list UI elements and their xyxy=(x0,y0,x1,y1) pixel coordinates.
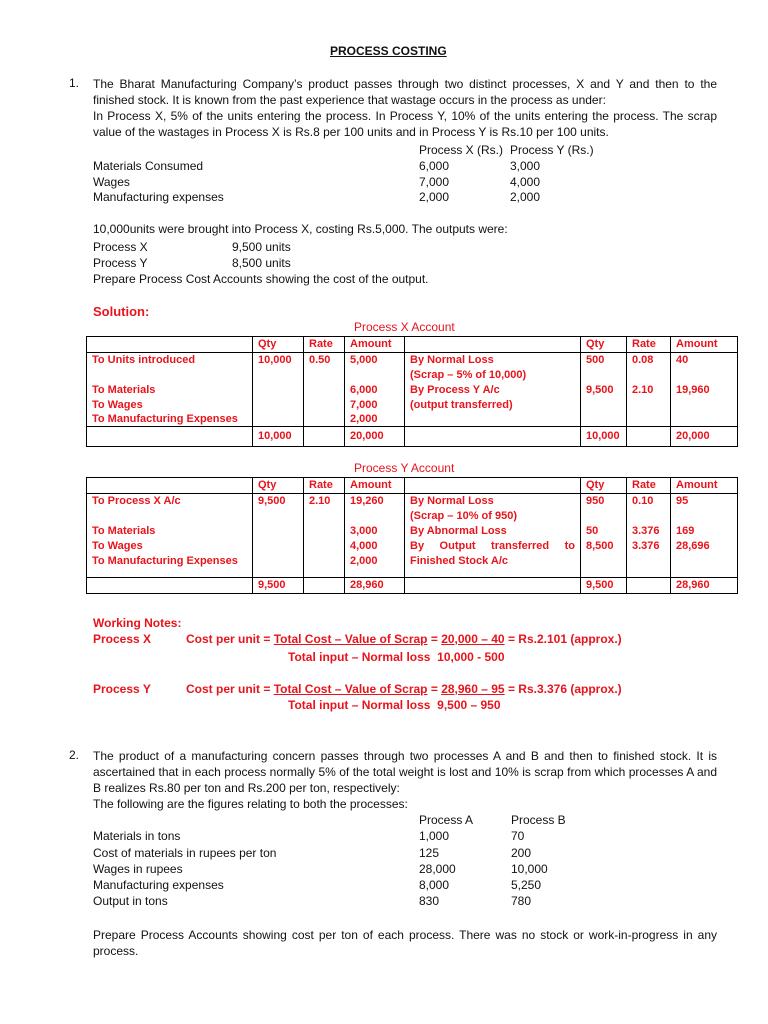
working-label-x: Process X xyxy=(93,632,152,646)
data-label: Materials in tons xyxy=(93,829,181,843)
data-label: Manufacturing expenses xyxy=(93,878,224,892)
header-qty: Qty xyxy=(581,478,627,494)
question-text: 10,000units were brought into Process X, costing Rs.5,000. The outputs were: xyxy=(93,222,508,236)
data-value: 125 xyxy=(419,846,440,860)
question-number: 1. xyxy=(69,76,80,90)
data-value: 7,000 xyxy=(419,175,450,189)
header-rate: Rate xyxy=(304,478,345,494)
question-number: 2. xyxy=(69,748,80,762)
working-formula-x: Cost per unit = Total Cost – Value of Scrap = 20,000 – 40 = Rs.2.101 (approx.) xyxy=(186,632,622,646)
question-text: The product of a manufacturing concern passes through two processes A and B and then to finished stock. It is ascertained that in each process normally 5% of the total weight is lost and 10% is scrap from which processes A and B realizes Rs.80 per ton and Rs.200 per ton, respectively: xyxy=(93,749,717,795)
process-x-account xyxy=(86,336,738,447)
working-denominator-x: Total input – Normal loss 10,000 - 500 xyxy=(288,650,505,664)
column-header: Process X (Rs.) xyxy=(419,143,504,157)
question-instruction: Prepare Process Cost Accounts showing the cost of the output. xyxy=(93,272,429,286)
page-title: PROCESS COSTING xyxy=(330,44,447,58)
data-value: 2,000 xyxy=(510,190,541,204)
working-label-y: Process Y xyxy=(93,682,151,696)
column-header: Process A xyxy=(419,813,474,827)
question-text: The following are the figures relating to both the processes: xyxy=(93,797,408,811)
data-value: 2,000 xyxy=(419,190,450,204)
header-rate: Rate xyxy=(627,478,671,494)
table-row: To Process X A/c 9,500 2.10 19,260 By Normal Loss 950 0.10 95 xyxy=(87,494,738,510)
header-amount: Amount xyxy=(671,478,738,494)
header-amount: Amount xyxy=(671,337,738,353)
data-label: Materials Consumed xyxy=(93,159,204,173)
process-y-account xyxy=(86,477,738,594)
data-value: 3,000 xyxy=(510,159,541,173)
data-value: 4,000 xyxy=(510,175,541,189)
data-value: 28,000 xyxy=(419,862,456,876)
table-row: To Materials 6,000 By Process Y A/c 9,500 2.10 19,960 xyxy=(87,383,738,398)
data-value: 830 xyxy=(419,894,440,908)
table-total-row: 9,500 28,960 9,500 28,960 xyxy=(87,578,738,594)
data-label: Output in tons xyxy=(93,894,168,908)
working-denominator-y: Total input – Normal loss 9,500 – 950 xyxy=(288,698,501,712)
data-label: Cost of materials in rupees per ton xyxy=(93,846,277,860)
column-header: Process Y (Rs.) xyxy=(510,143,594,157)
table-row: To Wages 7,000 (output transferred) xyxy=(87,398,738,413)
data-value: 780 xyxy=(511,894,532,908)
working-formula-y: Cost per unit = Total Cost – Value of Scrap = 28,960 – 95 = Rs.3.376 (approx.) xyxy=(186,682,622,696)
header-qty: Qty xyxy=(253,337,304,353)
question-text: In Process X, 5% of the units entering the process. In Process Y, 10% of the units entering the process. The scrap value of the wastages in Process X is Rs.8 per 100 units and in Process Y is Rs.10 per 100 units. xyxy=(93,109,717,139)
data-value: 10,000 xyxy=(511,862,548,876)
question-text: The Bharat Manufacturing Company’s product passes through two distinct processes, X and Y and then to the finished stock. It is known from the past experience that wastage occurs in the process as under: xyxy=(93,77,717,107)
data-value: 8,000 xyxy=(419,878,450,892)
solution-heading: Solution: xyxy=(93,304,150,319)
table-row: To Manufacturing Expenses 2,000 Finished Stock A/c xyxy=(87,554,738,569)
data-value: 9,500 units xyxy=(232,240,291,254)
table-header-row xyxy=(87,337,738,353)
table-header-row xyxy=(87,478,738,494)
data-value: 200 xyxy=(511,846,532,860)
data-label: Process X xyxy=(93,240,148,254)
account-title: Process X Account xyxy=(354,320,455,334)
table-row: To Manufacturing Expenses 2,000 xyxy=(87,413,738,427)
table-row: To Units introduced 10,000 0.50 5,000 By Normal Loss 500 0.08 40 xyxy=(87,353,738,369)
header-qty: Qty xyxy=(253,478,304,494)
data-value: 6,000 xyxy=(419,159,450,173)
header-amount: Amount xyxy=(345,478,405,494)
data-label: Process Y xyxy=(93,256,148,270)
data-value: 8,500 units xyxy=(232,256,291,270)
header-amount: Amount xyxy=(345,337,405,353)
spacer-row xyxy=(87,569,738,578)
account-title: Process Y Account xyxy=(354,461,455,475)
header-rate: Rate xyxy=(627,337,671,353)
table-row: (Scrap – 5% of 10,000) xyxy=(87,368,738,383)
table-row: To Materials 3,000 By Abnormal Loss 50 3.376 169 xyxy=(87,524,738,539)
data-value: 70 xyxy=(511,829,525,843)
data-value: 1,000 xyxy=(419,829,450,843)
header-qty: Qty xyxy=(581,337,627,353)
table-row: (Scrap – 10% of 950) xyxy=(87,509,738,524)
header-rate: Rate xyxy=(304,337,345,353)
table-row: To Wages 4,000 By Output transferred to 8,500 3.376 28,696 xyxy=(87,539,738,554)
table-total-row: 10,000 20,000 10,000 20,000 xyxy=(87,427,738,447)
working-notes-heading: Working Notes: xyxy=(93,616,182,630)
data-value: 5,250 xyxy=(511,878,542,892)
question-instruction: Prepare Process Accounts showing cost per ton of each process. There was no stock or work-in-progress in any process. xyxy=(93,928,717,958)
column-header: Process B xyxy=(511,813,566,827)
data-label: Wages xyxy=(93,175,130,189)
data-label: Manufacturing expenses xyxy=(93,190,224,204)
data-label: Wages in rupees xyxy=(93,862,183,876)
